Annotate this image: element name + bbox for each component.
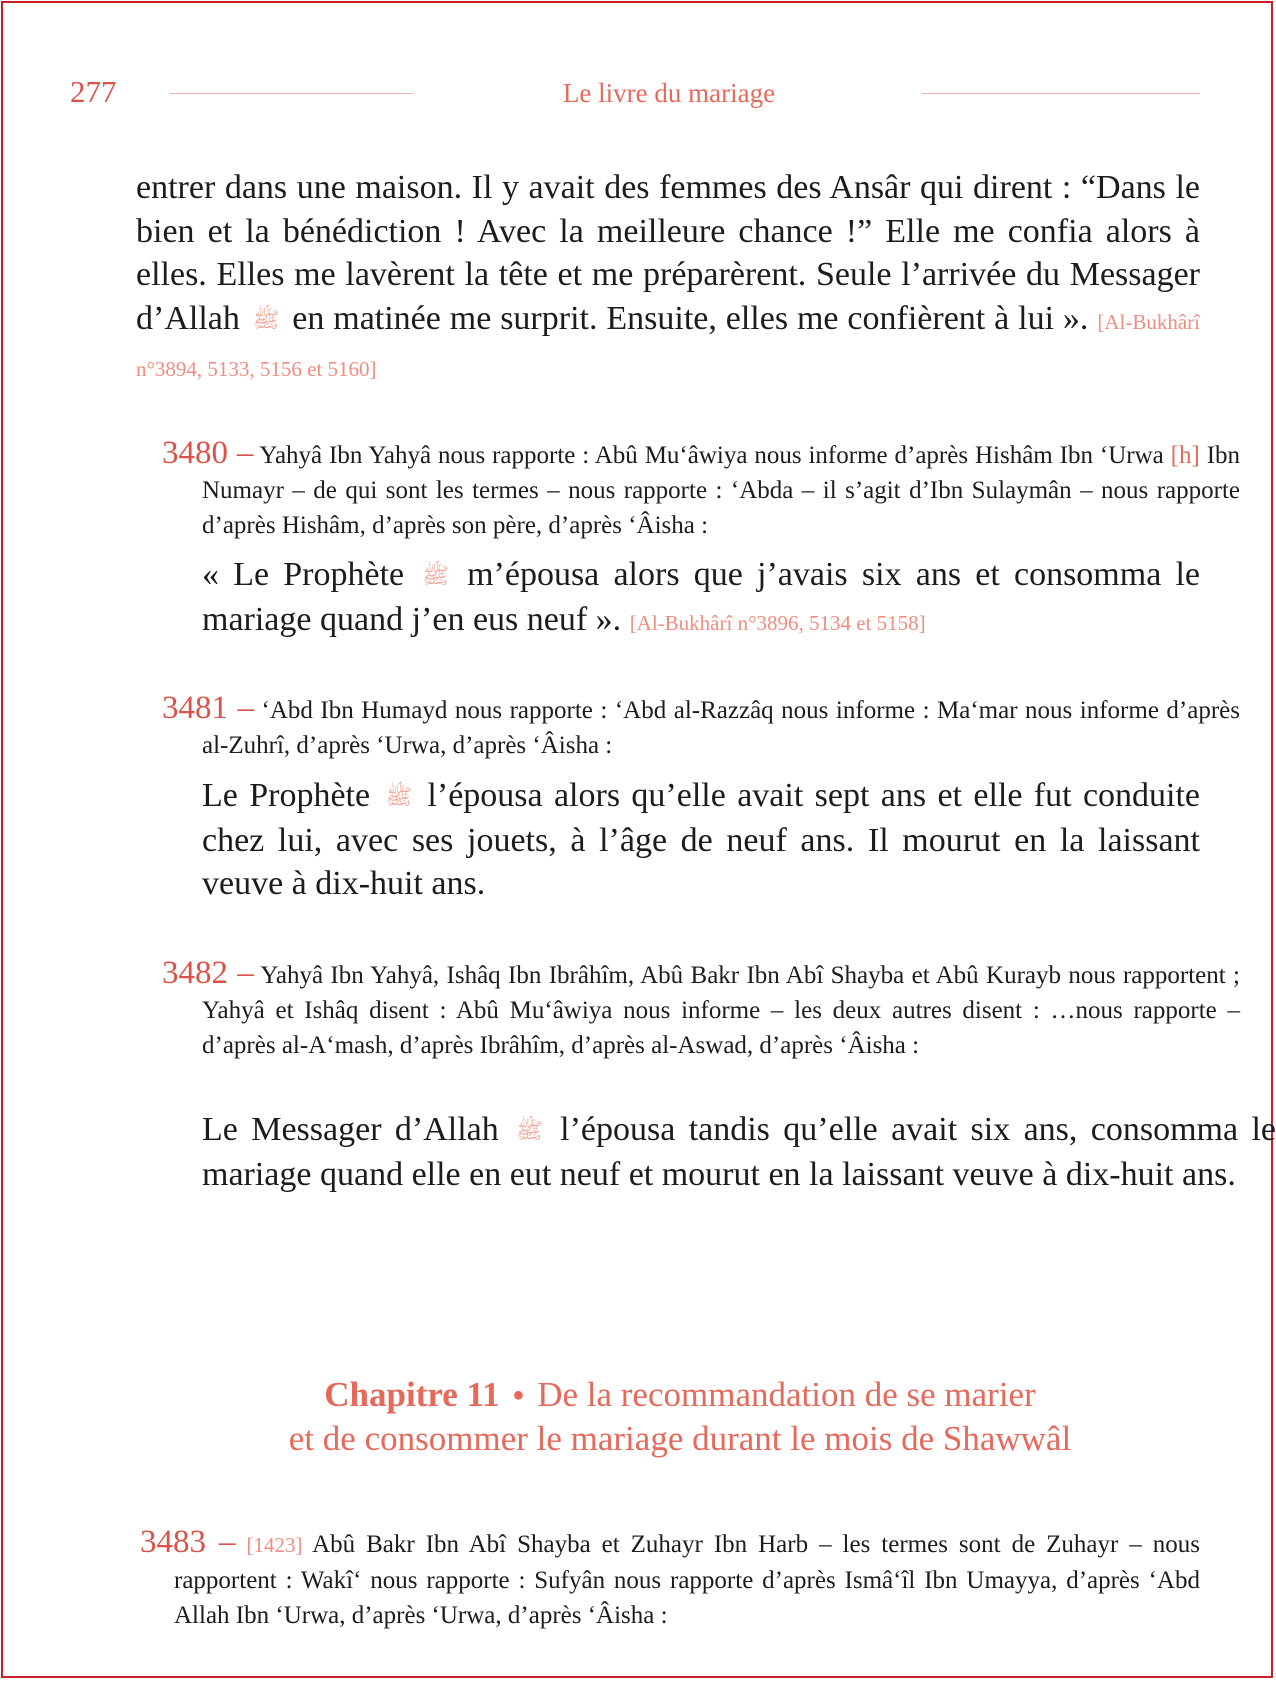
hadith-3481-isnad (162, 691, 1240, 763)
hadith-number: 3480 – (162, 435, 254, 471)
page-number: 277 (70, 74, 117, 109)
lead-paragraph (136, 166, 1200, 392)
isnad-text: Abû Bakr Ibn Abî Shayba et Zuhayr Ibn Harb – les termes sont de Zuhayr – nous rapportent : Wakî‘ nous rapporte : Sufyân nous rapporte d’après Ismâ‘îl Ibn Umayya, d’après ‘Abd Allah Ibn ‘Urwa, d’après ‘Urwa, d’après ‘Âisha : (174, 1531, 1201, 1629)
matn-text-continued: l’épousa alors qu’elle avait sept ans et elle fut conduite chez lui, avec ses jouets, à l’âge de neuf ans. Il mourut en la laissant veuve à dix-huit ans. (202, 777, 1201, 902)
salutation-seal-icon: ﷺ (422, 563, 449, 588)
chapter-heading-line-1 (160, 1373, 1200, 1417)
hadith-3481-matn (202, 774, 1200, 906)
hadith-3483-isnad (110, 1525, 1200, 1633)
header-rule-right (922, 93, 1200, 94)
salutation-seal-icon: ﷺ (252, 306, 280, 332)
hadith-number: 3482 – (162, 955, 254, 991)
matn-text: « Le Prophète (202, 556, 405, 593)
chapter-label: Chapitre 11 (324, 1375, 500, 1414)
matn-text-continued: m’épousa alors que j’avais six ans et consomma le mariage quand j’en eus neuf ». (202, 556, 1201, 638)
hadith-3482-isnad (162, 956, 1240, 1063)
hadith-number: 3483 – (140, 1524, 236, 1560)
salutation-seal-icon: ﷺ (516, 1118, 543, 1143)
chapter-separator-icon: ● (512, 1384, 525, 1406)
isnad-text: Yahyâ Ibn Yahyâ nous rapporte : Abû Mu‘âwiya nous informe d’après Hishâm Ibn ‘Urwa (259, 442, 1164, 469)
hadith-number: 3481 – (162, 690, 255, 726)
matn-text: Le Messager d’Allah (202, 1111, 499, 1148)
chapter-title-line-1: De la recommandation de se marier (537, 1375, 1036, 1414)
isnad-text: ‘Abd Ibn Humayd nous rapporte : ‘Abd al-Razzâq nous informe : Ma‘mar nous informe d’après al-Zuhrî, d’après ‘Urwa, d’après ‘Âisha : (202, 697, 1241, 759)
hadith-3480-matn (202, 553, 1200, 645)
hadith-marker: [1423] (246, 1533, 303, 1557)
chapter-title-line-2: et de consommer le mariage durant le mois de Shawwâl (288, 1419, 1072, 1458)
hadith-reference: [Al-Bukhârî n°3896, 5134 et 5158] (629, 610, 926, 635)
matn-text-continued: l’épousa tandis qu’elle avait six ans, consomma le mariage quand elle en eut neuf et mourut en la laissant veuve à dix-huit ans. (202, 1111, 1276, 1193)
lead-text: entrer dans une maison. Il y avait des femmes des Ansâr qui dirent : “Dans le bien et la bénédiction ! Avec la meilleure chance !” Elle me confia alors à elles. Elles me lavèrent la tête et me préparèrent. Seule l’arrivée du Messager d’Allah (136, 169, 1200, 337)
lead-text-continued: en matinée me surprit. Ensuite, elles me confièrent à lui ». (292, 299, 1089, 337)
matn-text: Le Prophète (202, 777, 371, 814)
isnad-text-continued: Ibn Numayr – de qui sont les termes – nous rapporte : ‘Abda – il s’agit d’Ibn Sulaymân – nous rapporte d’après Hishâm, d’après son père, d’après ‘Âisha : (202, 442, 1241, 539)
lead-reference: [Al-Bukhârî n°3894, 5133, 5156 et 5160] (136, 309, 1200, 381)
isnad-text: Yahyâ Ibn Yahyâ, Ishâq Ibn Ibrâhîm, Abû Bakr Ibn Abî Shayba et Abû Kurayb nous rapportent ; Yahyâ et Ishâq disent : Abû Mu‘âwiya nous informe – les deux autres disent : …nous rapporte – d’après al-A‘mash, d’après Ibrâhîm, d’après al-Aswad, d’après ‘Âisha : (202, 962, 1241, 1059)
chain-marker: [h] (1170, 442, 1200, 469)
salutation-seal-icon: ﷺ (385, 784, 413, 809)
hadith-3480-isnad (162, 436, 1240, 543)
running-title: Le livre du mariage (562, 78, 776, 108)
chapter-heading (160, 1373, 1200, 1461)
hadith-3482-matn (202, 1108, 1276, 1196)
